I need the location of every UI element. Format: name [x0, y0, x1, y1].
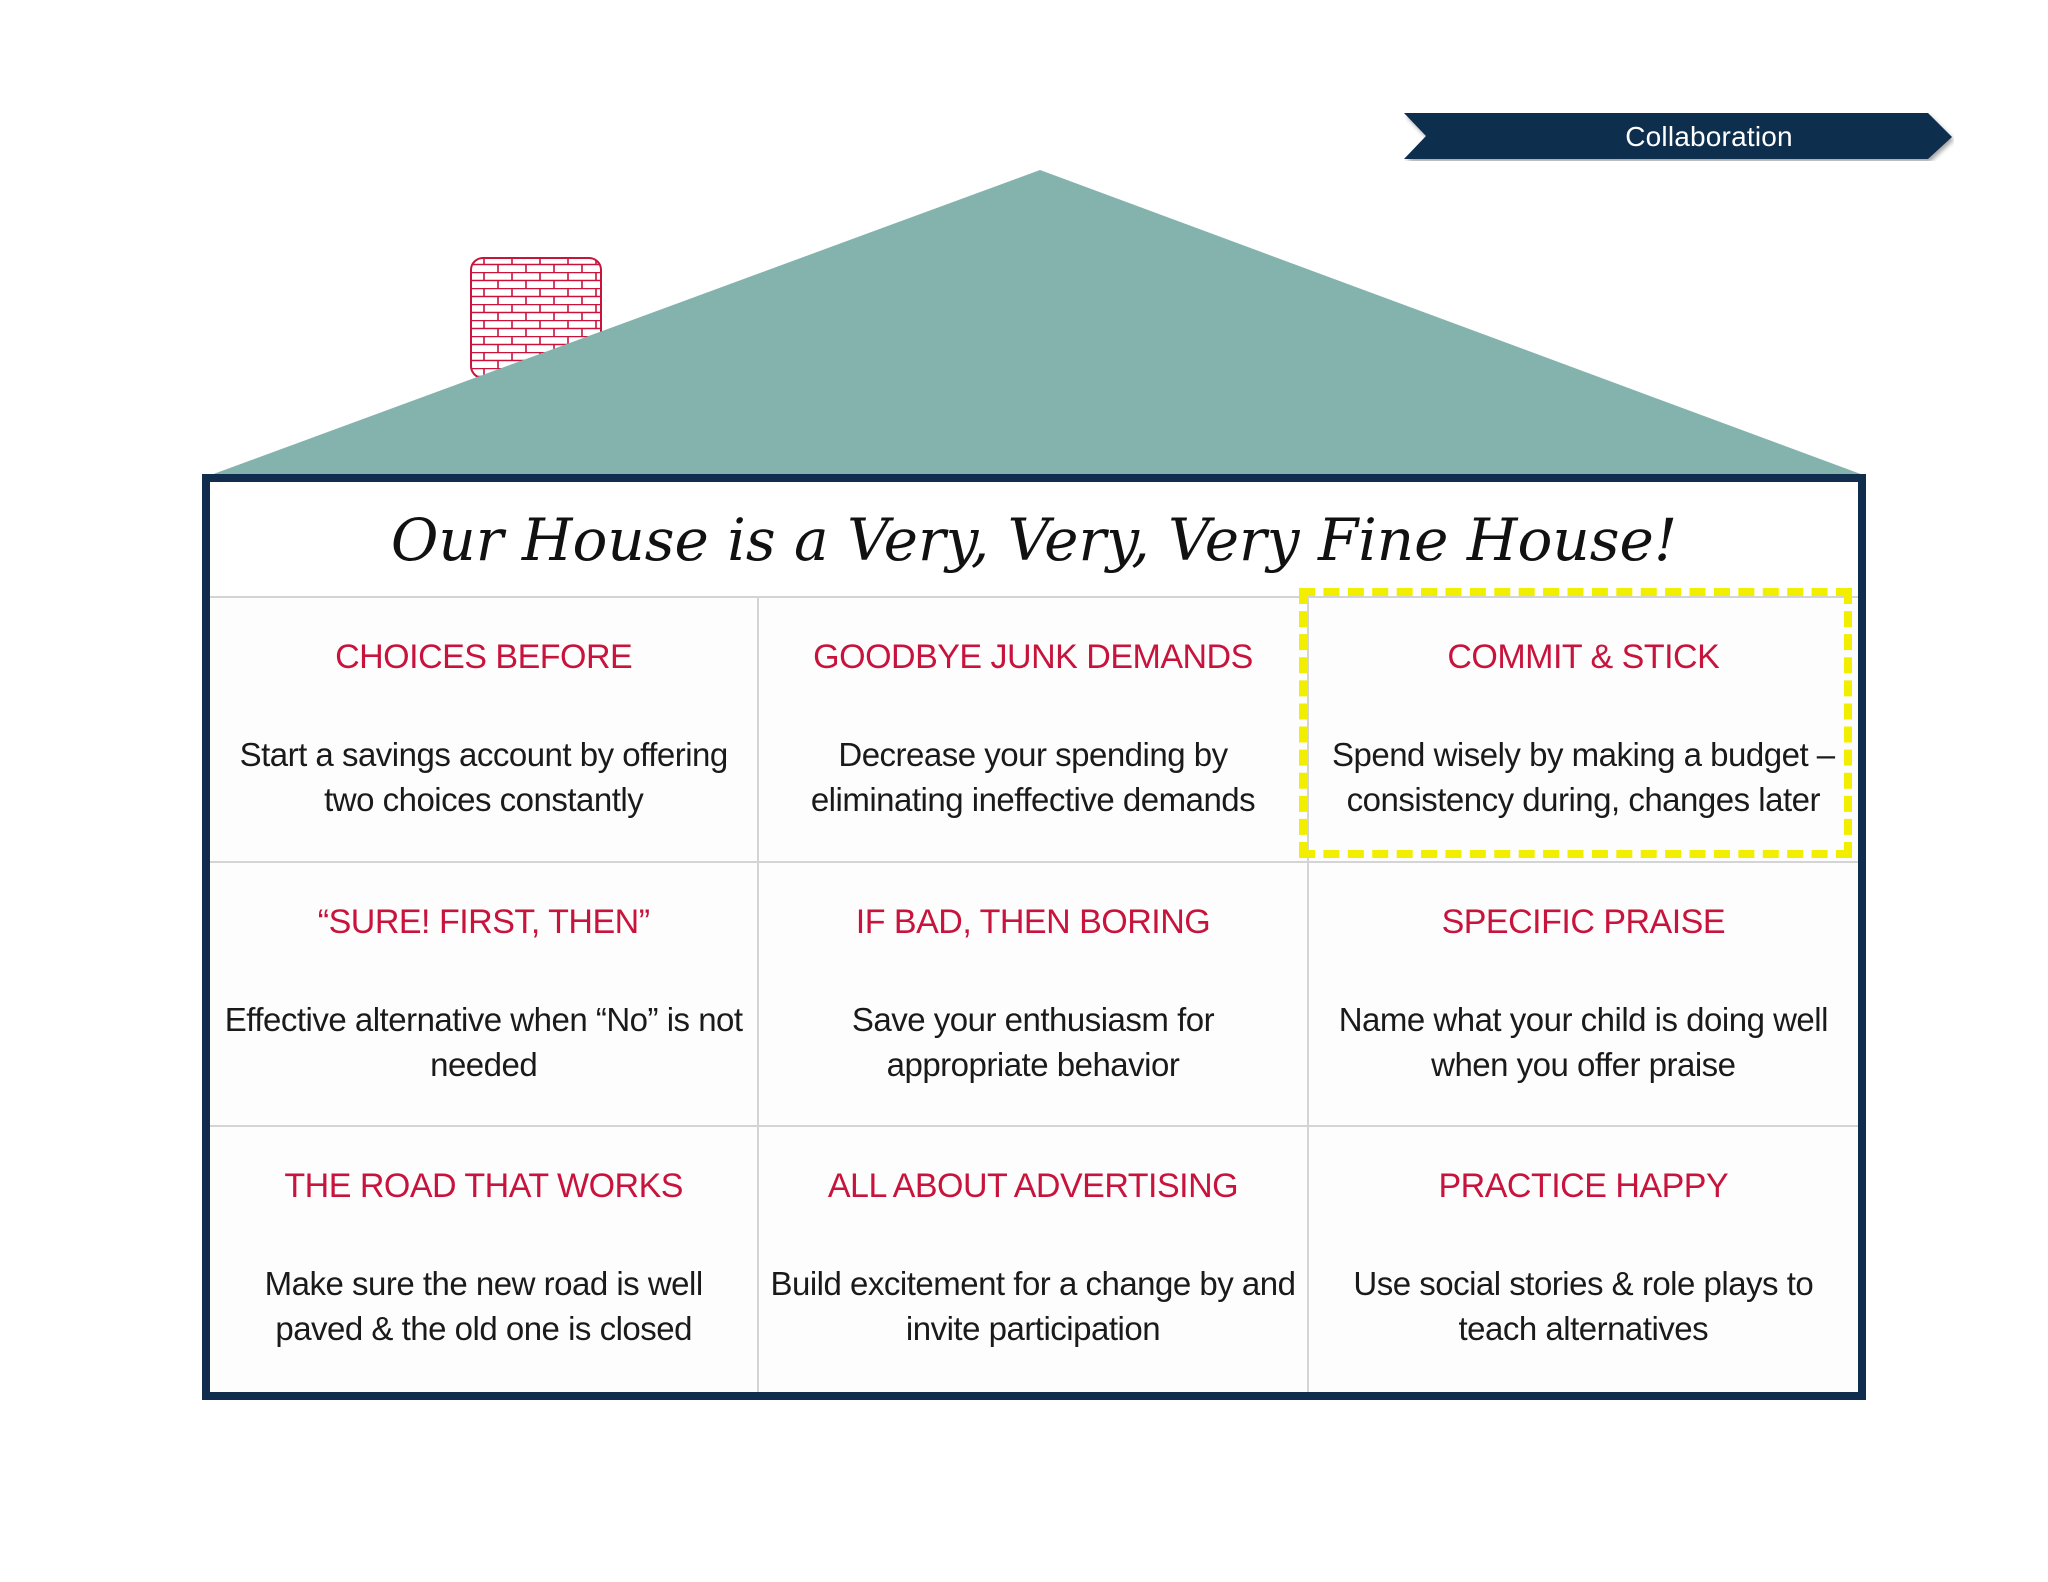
strategy-cell	[759, 1127, 1308, 1392]
house-body	[202, 474, 1866, 1400]
strategy-description: Effective alternative when “No” is not needed	[224, 1000, 743, 1083]
strategy-heading: ALL ABOUT ADVERTISING	[827, 1167, 1239, 1206]
house-roof	[0, 0, 2048, 480]
strategy-heading: “SURE! FIRST, THEN”	[317, 902, 650, 941]
strategy-cell	[210, 598, 759, 863]
strategy-heading: GOODBYE JUNK DEMANDS	[813, 638, 1253, 676]
banner-label: Collaboration	[1625, 121, 1793, 152]
strategy-cell-highlighted	[1309, 598, 1858, 863]
strategy-heading: SPECIFIC PRAISE	[1441, 902, 1726, 941]
strategy-grid	[210, 598, 1858, 1392]
house-title: Our House is a Very, Very, Very Fine House!	[210, 482, 1858, 598]
strategy-description: Spend wisely by making a budget – consistency during, changes later	[1331, 736, 1835, 818]
strategy-description: Decrease your spending by eliminating ineffective demands	[810, 736, 1256, 818]
strategy-description: Save your enthusiasm for appropriate behavior	[851, 1000, 1215, 1083]
strategy-heading: CHOICES BEFORE	[335, 638, 633, 676]
strategy-heading: COMMIT & STICK	[1447, 638, 1720, 676]
strategy-heading: THE ROAD THAT WORKS	[284, 1167, 683, 1206]
strategy-description: Make sure the new road is well paved & the old one is closed	[264, 1265, 703, 1348]
strategy-cell	[759, 863, 1308, 1128]
strategy-cell	[759, 598, 1308, 863]
strategy-description: Name what your child is doing well when you offer praise	[1338, 1000, 1828, 1083]
strategy-description: Start a savings account by offering two choices constantly	[239, 736, 728, 818]
strategy-heading: PRACTICE HAPPY	[1438, 1167, 1729, 1206]
strategy-description: Build excitement for a change by and invite participation	[770, 1265, 1296, 1348]
strategy-heading: IF BAD, THEN BORING	[855, 902, 1211, 941]
strategy-cell	[1309, 1127, 1858, 1392]
strategy-cell	[210, 1127, 759, 1392]
strategy-description: Use social stories & role plays to teach alternatives	[1353, 1265, 1814, 1348]
strategy-cell	[210, 863, 759, 1128]
strategy-cell	[1309, 863, 1858, 1128]
roof-triangle	[208, 170, 1866, 476]
